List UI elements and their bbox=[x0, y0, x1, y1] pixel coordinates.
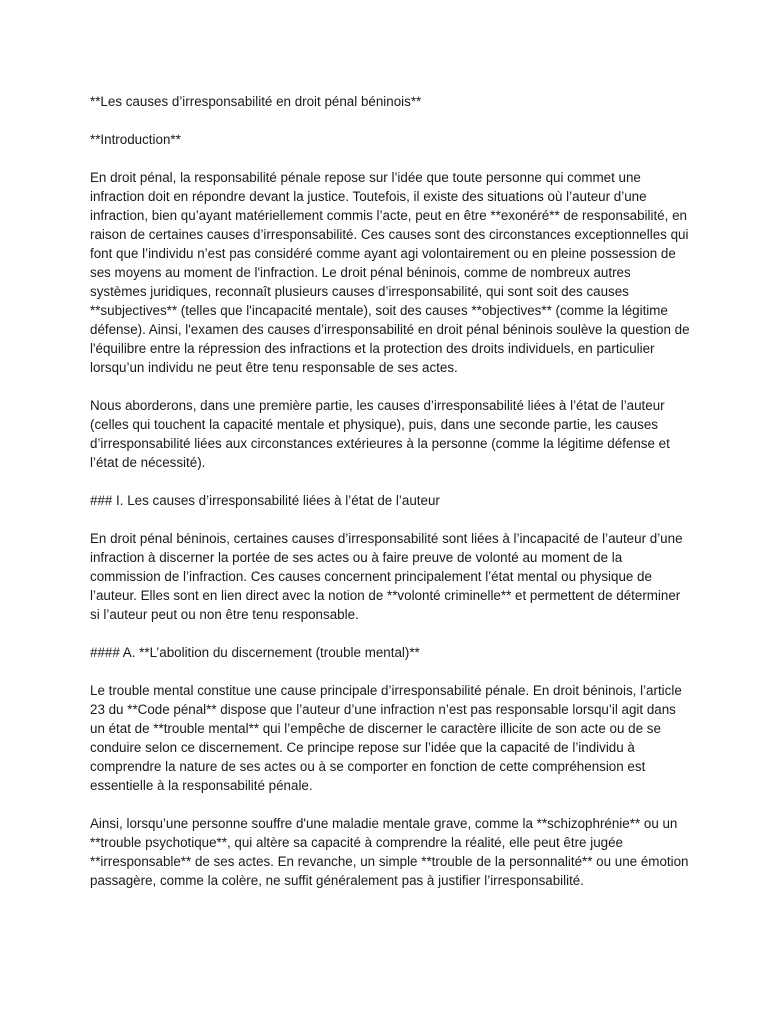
paragraph-maladie-mentale: Ainsi, lorsqu’une personne souffre d'une maladie mentale grave, comme la **schizophrénie** ou un **trouble psychotique**, qui altère sa capacité à comprendre la réalité, elle peut être jugée **irresponsable** de ses actes. En revanche, un simple **trouble de la personnalité** ou une émotion passagère, comme la colère, ne suffit généralement pas à justifier l’irresponsabilité. bbox=[90, 816, 689, 888]
paragraph-intro: En droit pénal, la responsabilité pénale repose sur l’idée que toute personne qui commet une infraction doit en répondre devant la justice. Toutefois, il existe des situations où l’auteur d’une infraction, bien qu’ayant matériellement commis l’acte, peut en être **exonéré** de responsabilité, en raison de certaines causes d’irresponsabilité. Ces causes sont des circonstances exceptionnelles qui font que l’individu n’est pas considéré comme ayant agi volontairement ou en pleine possession de ses moyens au moment de l'infraction. Le droit pénal béninois, comme de nombreux autres systèmes juridiques, reconnaît plusieurs causes d’irresponsabilité, qui sont soit des causes **subjectives** (telles que l'incapacité mentale), soit des causes **objectives** (comme la légitime défense). Ainsi, l'examen des causes d’irresponsabilité en droit pénal béninois soulève la question de l'équilibre entre la répression des infractions et la protection des droits individuels, en particulier lorsqu’un individu ne peut être tenu responsable de ses actes. bbox=[90, 170, 690, 375]
subsection-heading-a: #### A. **L’abolition du discernement (trouble mental)** bbox=[90, 645, 420, 660]
section-heading-1: ### I. Les causes d’irresponsabilité liées à l’état de l’auteur bbox=[90, 493, 440, 508]
document-title: **Les causes d’irresponsabilité en droit pénal béninois** bbox=[90, 94, 422, 109]
paragraph-section-1: En droit pénal béninois, certaines causes d’irresponsabilité sont liées à l’incapacité de l’auteur d’une infraction à discerner la portée de ses actes ou à faire preuve de volonté au moment de la commission de l’infraction. Ces causes concernent principalement l’état mental ou physique de l’auteur. Elles sont en lien direct avec la notion de **volonté criminelle** et permettent de déterminer si l’auteur peut ou non être tenu responsable. bbox=[90, 531, 683, 622]
introduction-heading: **Introduction** bbox=[90, 132, 181, 147]
document-body bbox=[90, 92, 690, 909]
paragraph-trouble-mental: Le trouble mental constitue une cause principale d’irresponsabilité pénale. En droit béninois, l’article 23 du **Code pénal** dispose que l’auteur d’une infraction n’est pas responsable lorsqu’il agit dans un état de **trouble mental** qui l’empêche de discerner le caractère illicite de son acte ou de se conduire selon ce discernement. Ce principe repose sur l’idée que la capacité de l’individu à comprendre la nature de ses actes ou à se comporter en fonction de cette compréhension est essentielle à la responsabilité pénale. bbox=[90, 683, 682, 793]
paragraph-plan: Nous aborderons, dans une première partie, les causes d’irresponsabilité liées à l’état de l’auteur (celles qui touchent la capacité mentale et physique), puis, dans une seconde partie, les causes d’irresponsabilité liées aux circonstances extérieures à la personne (comme la légitime défense et l’état de nécessité). bbox=[90, 398, 670, 470]
